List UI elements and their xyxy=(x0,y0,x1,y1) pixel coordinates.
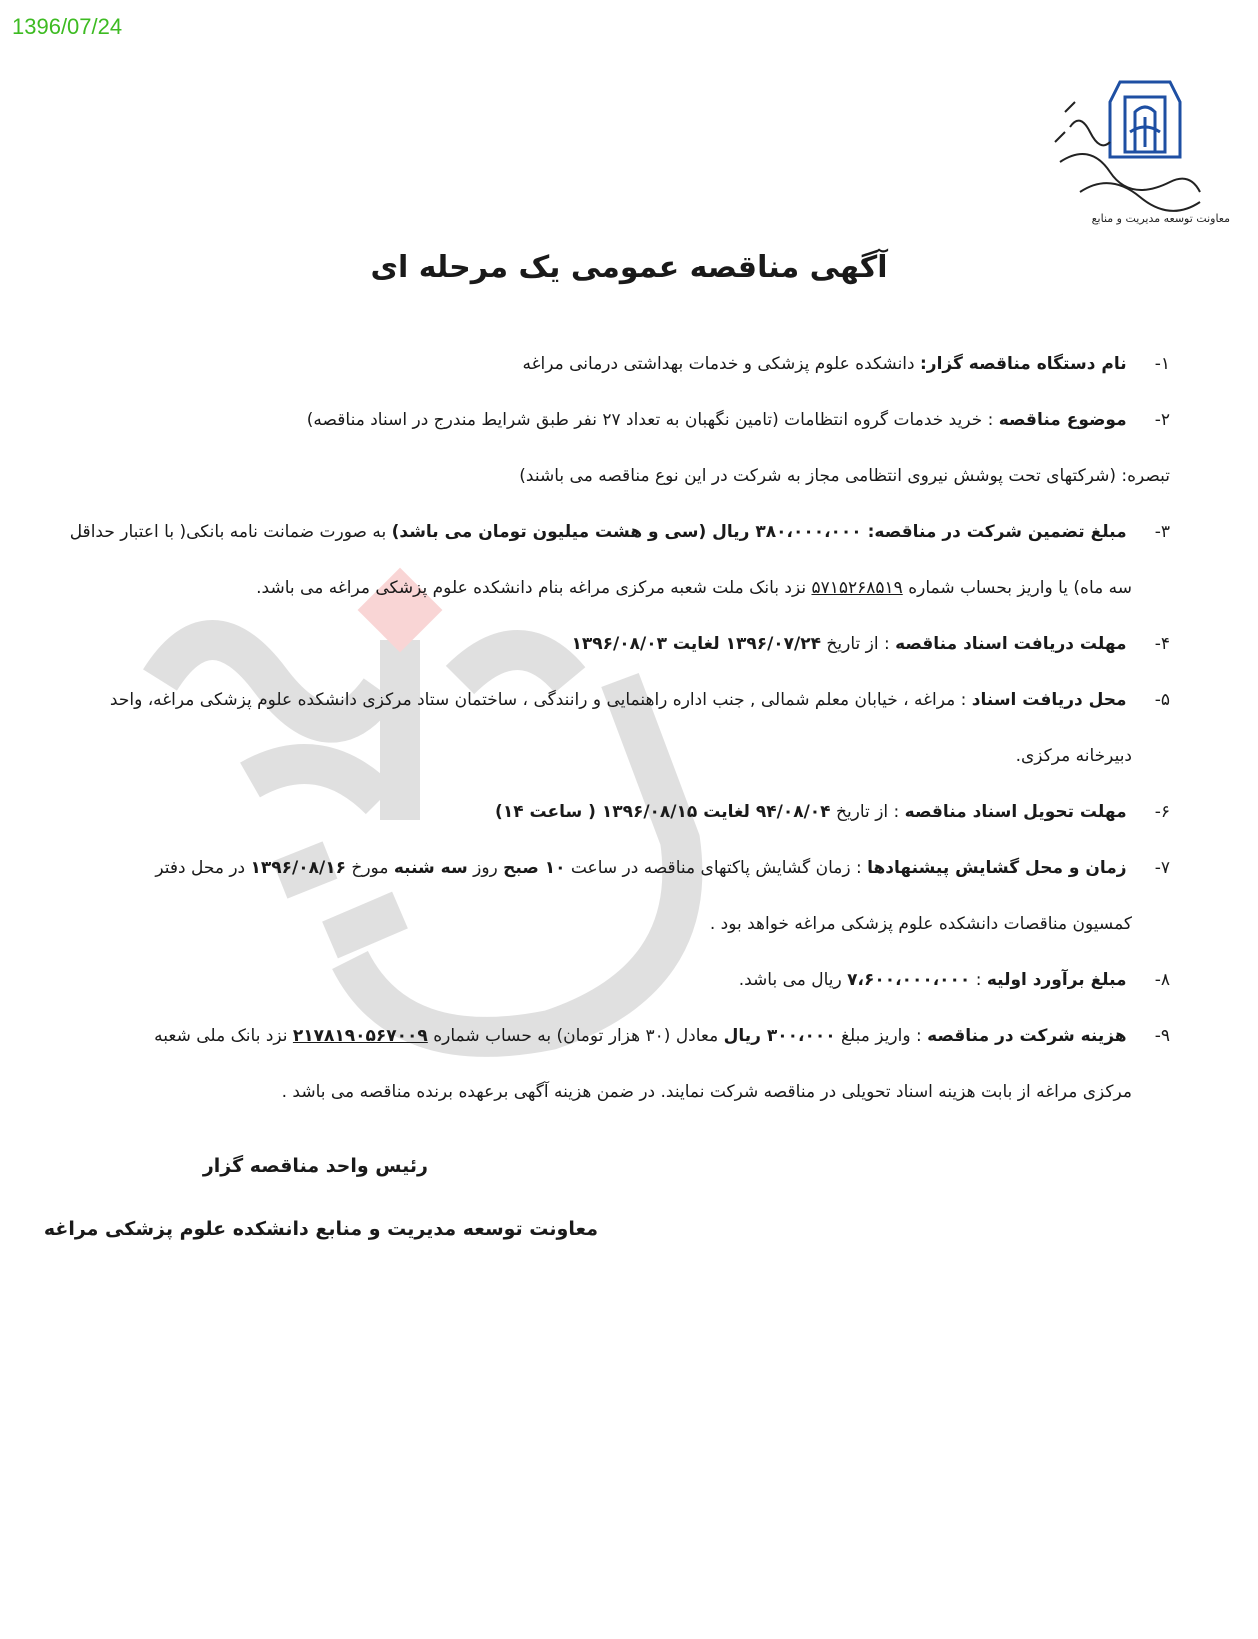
item-1 xyxy=(58,336,1170,392)
item-5-continued xyxy=(58,728,1170,784)
item-6 xyxy=(58,784,1170,840)
item-text: مورخ xyxy=(345,858,394,878)
page-title: آگهی مناقصه عمومی یک مرحله ای xyxy=(370,250,888,285)
item-label: مبلغ تضمین شرکت در مناقصه: xyxy=(867,522,1127,542)
item-4 xyxy=(58,616,1170,672)
item-number: ۱- xyxy=(1154,354,1170,374)
item-number: ۷- xyxy=(1154,858,1170,878)
item-label: محل دریافت اسناد xyxy=(971,690,1127,710)
item-number: ۶- xyxy=(1154,802,1170,822)
note-line xyxy=(58,448,1170,504)
estimate-amount: ۷،۶۰۰،۰۰۰،۰۰۰ xyxy=(847,970,971,990)
logo-caption: معاونت توسعه مدیریت و منابع xyxy=(1091,212,1230,225)
guarantee-amount: ۳۸۰،۰۰۰،۰۰۰ ریال (سی و هشت میلیون تومان می باشد) xyxy=(391,522,868,542)
item-2 xyxy=(58,392,1170,448)
account-number: ۲۱۷۸۱۹۰۵۶۷۰۰۹ xyxy=(292,1026,428,1046)
item-label: هزینه شرکت در مناقصه xyxy=(927,1026,1127,1046)
item-text: معادل (۳۰ هزار تومان) به حساب شماره xyxy=(427,1026,724,1046)
item-text: دبیرخانه مرکزی. xyxy=(1015,746,1132,766)
item-label: مهلت تحویل اسناد مناقصه xyxy=(904,802,1127,822)
item-3 xyxy=(58,504,1170,560)
item-7-continued xyxy=(58,896,1170,952)
opening-day: سه شنبه xyxy=(393,858,468,878)
item-number: ۳- xyxy=(1154,522,1170,542)
item-text: ریال می باشد. xyxy=(738,970,848,990)
item-5 xyxy=(58,672,1170,728)
item-text: : مراغه ، خیابان معلم شمالی , جنب اداره راهنمایی و رانندگی ، ساختمان ستاد مرکزی دانشکده علوم پزشکی مراغه، واحد xyxy=(109,690,972,710)
item-text: : خرید خدمات گروه انتظامات (تامین نگهبان به تعداد ۲۷ نفر طبق شرایط مندرج در اسناد مناقصه) xyxy=(306,410,999,430)
item-number: ۴- xyxy=(1154,634,1170,654)
date-stamp: 1396/07/24 xyxy=(12,14,123,39)
item-text: سه ماه) یا واریز بحساب شماره xyxy=(902,578,1132,598)
signature-title: رئیس واحد مناقصه گزار xyxy=(202,1155,428,1177)
item-9-continued xyxy=(58,1064,1170,1120)
item-text: دانشکده علوم پزشکی و خدمات بهداشتی درمانی مراغه xyxy=(522,354,920,374)
item-number: ۸- xyxy=(1154,970,1170,990)
item-text: : از تاریخ xyxy=(830,802,905,822)
item-number: ۵- xyxy=(1154,690,1170,710)
date-range: ۹۴/۰۸/۰۴ لغایت ۱۳۹۶/۰۸/۱۵ ( ساعت ۱۴) xyxy=(495,802,831,822)
item-text: به صورت ضمانت نامه بانکی( با اعتبار حداقل xyxy=(69,522,392,542)
item-text: مرکزی مراغه از بابت هزینه اسناد تحویلی در مناقصه شرکت نمایند. در ضمن هزینه آگهی برعهده برنده مناقصه می باشد . xyxy=(281,1082,1132,1102)
item-label: نام دستگاه مناقصه گزار: xyxy=(920,354,1127,374)
opening-time: ۱۰ صبح xyxy=(503,858,566,878)
item-text: کمسیون مناقصات دانشکده علوم پزشکی مراغه خواهد بود . xyxy=(709,914,1132,934)
item-text: روز xyxy=(467,858,504,878)
note-text: تبصره: (شرکتهای تحت پوشش نیروی انتظامی مجاز به شرکت در این نوع مناقصه می باشند) xyxy=(519,466,1170,486)
item-label: زمان و محل گشایش پیشنهادها xyxy=(867,858,1127,878)
date-range: ۱۳۹۶/۰۷/۲۴ لغایت ۱۳۹۶/۰۸/۰۳ xyxy=(571,634,821,654)
item-text: : از تاریخ xyxy=(821,634,896,654)
item-text: در محل دفتر xyxy=(155,858,251,878)
signature-department: معاونت توسعه مدیریت و منابع دانشکده علوم پزشکی مراغه xyxy=(43,1218,598,1240)
item-text: : زمان گشایش پاکتهای مناقصه در ساعت xyxy=(565,858,868,878)
item-7 xyxy=(58,840,1170,896)
item-text: نزد بانک ملت شعبه مرکزی مراغه بنام دانشکده علوم پزشکی مراغه می باشد. xyxy=(256,578,812,598)
notice-body xyxy=(58,336,1170,1120)
item-3-continued xyxy=(58,560,1170,616)
item-label: مبلغ برآورد اولیه xyxy=(986,970,1127,990)
fee-amount: ۳۰۰،۰۰۰ ریال xyxy=(723,1026,836,1046)
item-text: نزد بانک ملی شعبه xyxy=(154,1026,293,1046)
item-number: ۹- xyxy=(1154,1026,1170,1046)
item-8 xyxy=(58,952,1170,1008)
item-label: مهلت دریافت اسناد مناقصه xyxy=(895,634,1127,654)
account-number: ۵۷۱۵۲۶۸۵۱۹ xyxy=(811,578,903,598)
opening-date: ۱۳۹۶/۰۸/۱۶ xyxy=(250,858,346,878)
item-text: : واریز مبلغ xyxy=(835,1026,928,1046)
item-9 xyxy=(58,1008,1170,1064)
item-text: : xyxy=(970,970,987,990)
item-label: موضوع مناقصه xyxy=(998,410,1127,430)
item-number: ۲- xyxy=(1154,410,1170,430)
